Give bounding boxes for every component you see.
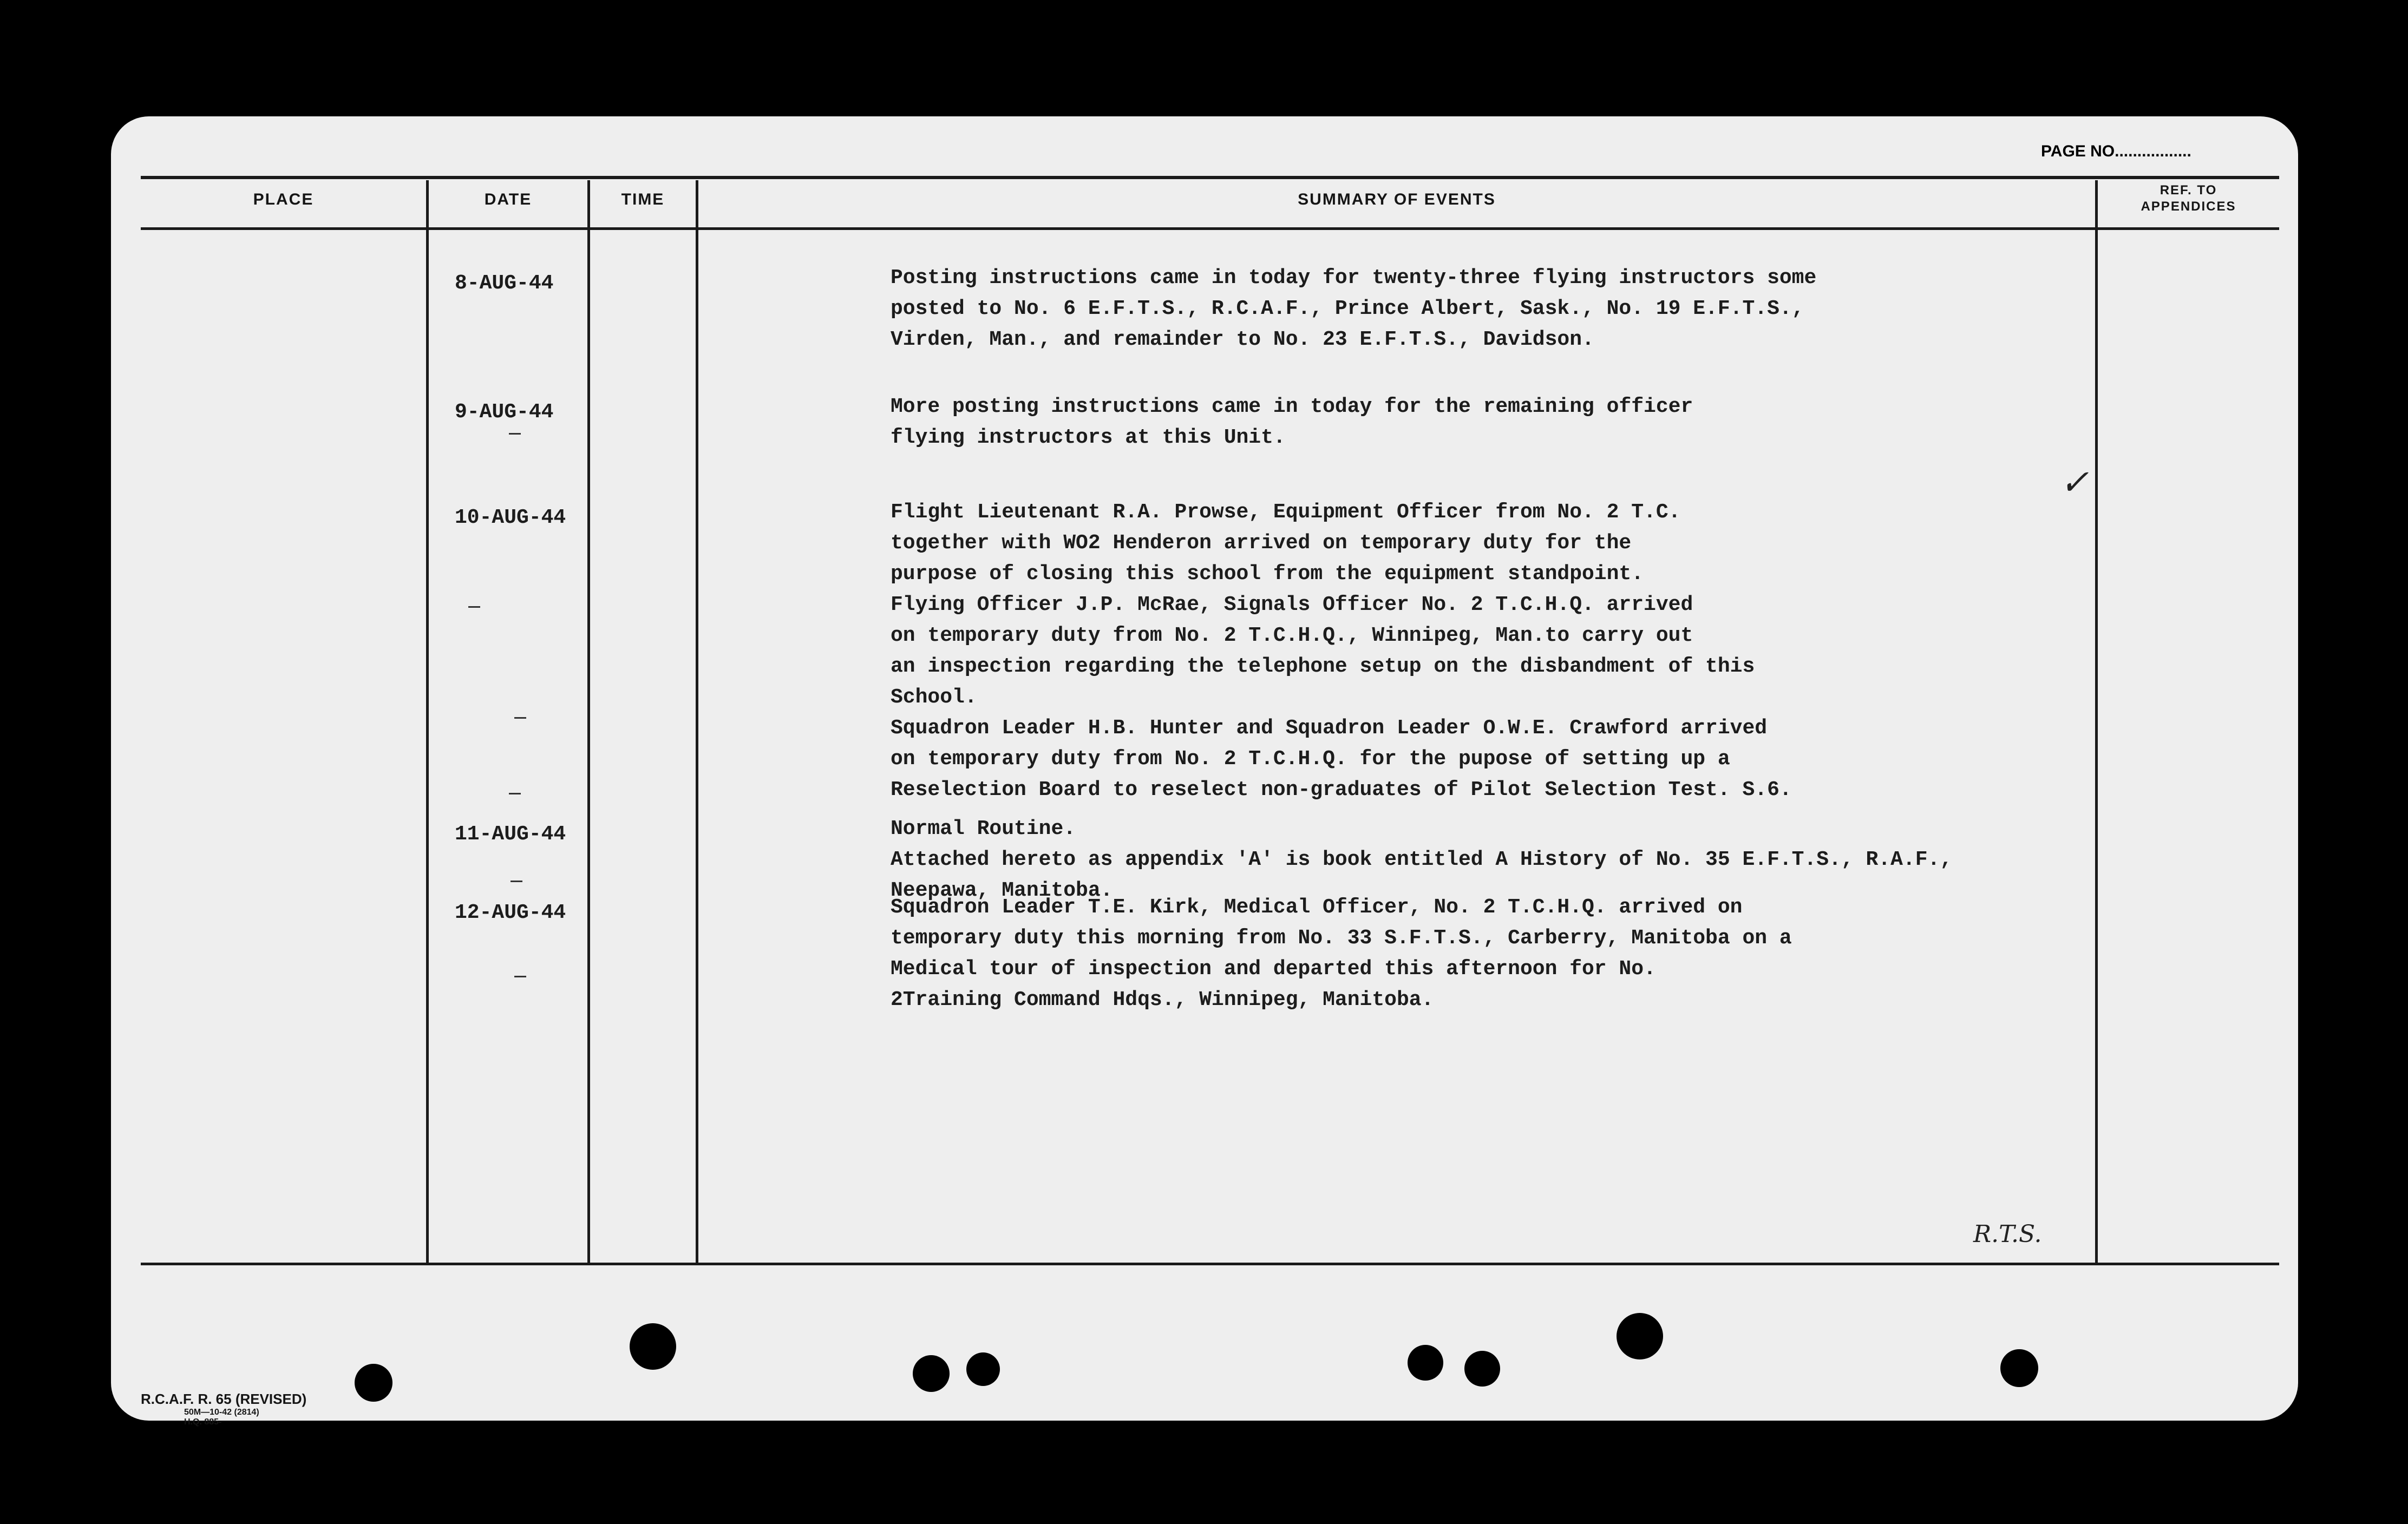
date-dash-mark (468, 606, 480, 608)
date-dash-mark (511, 881, 522, 882)
punch-hole (966, 1352, 1000, 1386)
date-dash-mark (514, 976, 526, 977)
ref-header-line2: APPENDICES (2141, 199, 2236, 214)
divider-date-time (587, 180, 590, 1263)
summary-line: posted to No. 6 E.F.T.S., R.C.A.F., Prince Albert, Sask., No. 19 E.F.T.S., (891, 297, 1804, 320)
summary-line: on temporary duty from No. 2 T.C.H.Q. for the pupose of setting up a (891, 747, 1730, 771)
form-identifier (141, 1391, 306, 1427)
punch-hole (2000, 1349, 2038, 1387)
summary-line: Medical tour of inspection and departed this afternoon for No. (891, 957, 1656, 981)
entry-summary (891, 391, 2244, 453)
date-dash-mark (509, 433, 521, 435)
summary-line: Posting instructions came in today for twenty-three flying instructors some (891, 266, 1817, 290)
top-rule (141, 176, 2279, 179)
entry-date: 10-AUG-44 (455, 506, 566, 529)
summary-line: 2Training Command Hdqs., Winnipeg, Manitoba. (891, 988, 1434, 1011)
summary-line: Neepawa, Manitoba. (891, 879, 1113, 902)
summary-line: Flight Lieutenant R.A. Prowse, Equipment Officer from No. 2 T.C. (891, 501, 1681, 524)
column-header-ref (2098, 182, 2279, 215)
page-number-label: PAGE NO................. (2041, 142, 2191, 160)
summary-line: Flying Officer J.P. McRae, Signals Officer No. 2 T.C.H.Q. arrived (891, 593, 1693, 616)
entry-date: 9-AUG-44 (455, 400, 554, 424)
punch-hole (630, 1323, 676, 1370)
entry-summary (891, 497, 2244, 805)
summary-line: More posting instructions came in today for the remaining officer (891, 395, 1693, 418)
entry-date: 12-AUG-44 (455, 901, 566, 924)
entry-date: 8-AUG-44 (455, 272, 554, 295)
form-card (111, 116, 2298, 1427)
summary-line: Normal Routine. (891, 817, 1076, 840)
punch-hole (1617, 1313, 1663, 1359)
summary-line: temporary duty this morning from No. 33 S.F.T.S., Carberry, Manitoba on a (891, 927, 1792, 950)
column-header-time: TIME (621, 190, 665, 208)
header-rule (141, 227, 2279, 230)
entry-summary (891, 262, 2244, 355)
column-header-place: PLACE (253, 190, 314, 208)
entry-date: 11-AUG-44 (455, 823, 566, 846)
summary-line: on temporary duty from No. 2 T.C.H.Q., Winnipeg, Man.to carry out (891, 624, 1693, 647)
summary-line: Squadron Leader T.E. Kirk, Medical Officer, No. 2 T.C.H.Q. arrived on (891, 896, 1743, 919)
punch-hole (913, 1355, 950, 1392)
bottom-rule (141, 1263, 2279, 1265)
ref-header-line1: REF. TO (2160, 183, 2217, 198)
print-code: 50M—10-42 (2814) (184, 1408, 259, 1417)
summary-line: Squadron Leader H.B. Hunter and Squadron Leader O.W.E. Crawford arrived (891, 717, 1768, 740)
punch-hole (355, 1364, 392, 1402)
form-number: R.C.A.F. R. 65 (REVISED) (141, 1391, 307, 1407)
summary-line: School. (891, 686, 977, 709)
column-header-date: DATE (484, 190, 532, 208)
punch-hole (1464, 1351, 1500, 1387)
summary-line: Virden, Man., and remainder to No. 23 E.F.T.S., Davidson. (891, 328, 1594, 351)
initials-signature: R.T.S. (1973, 1220, 2042, 1248)
summary-line: flying instructors at this Unit. (891, 426, 1286, 449)
divider-time-summary (696, 180, 698, 1263)
summary-line: together with WO2 Henderon arrived on temporary duty for the (891, 531, 1632, 555)
check-mark: ✓ (2060, 463, 2089, 503)
entry-summary (891, 892, 2244, 1015)
summary-line: Reselection Board to reselect non-graduates of Pilot Selection Test. S.6. (891, 778, 1792, 802)
summary-line: an inspection regarding the telephone setup on the disbandment of this (891, 655, 1755, 678)
print-code: H.Q. 885- (184, 1417, 222, 1427)
summary-line: purpose of closing this school from the equipment standpoint. (891, 562, 1644, 586)
punch-hole (1408, 1345, 1443, 1381)
divider-place-date (426, 180, 429, 1263)
column-header-summary: SUMMARY OF EVENTS (1298, 190, 1496, 208)
summary-line: Attached hereto as appendix 'A' is book entitled A History of No. 35 E.F.T.S., R.A.F., (891, 848, 1953, 871)
date-dash-mark (509, 793, 521, 794)
date-dash-mark (514, 717, 526, 719)
